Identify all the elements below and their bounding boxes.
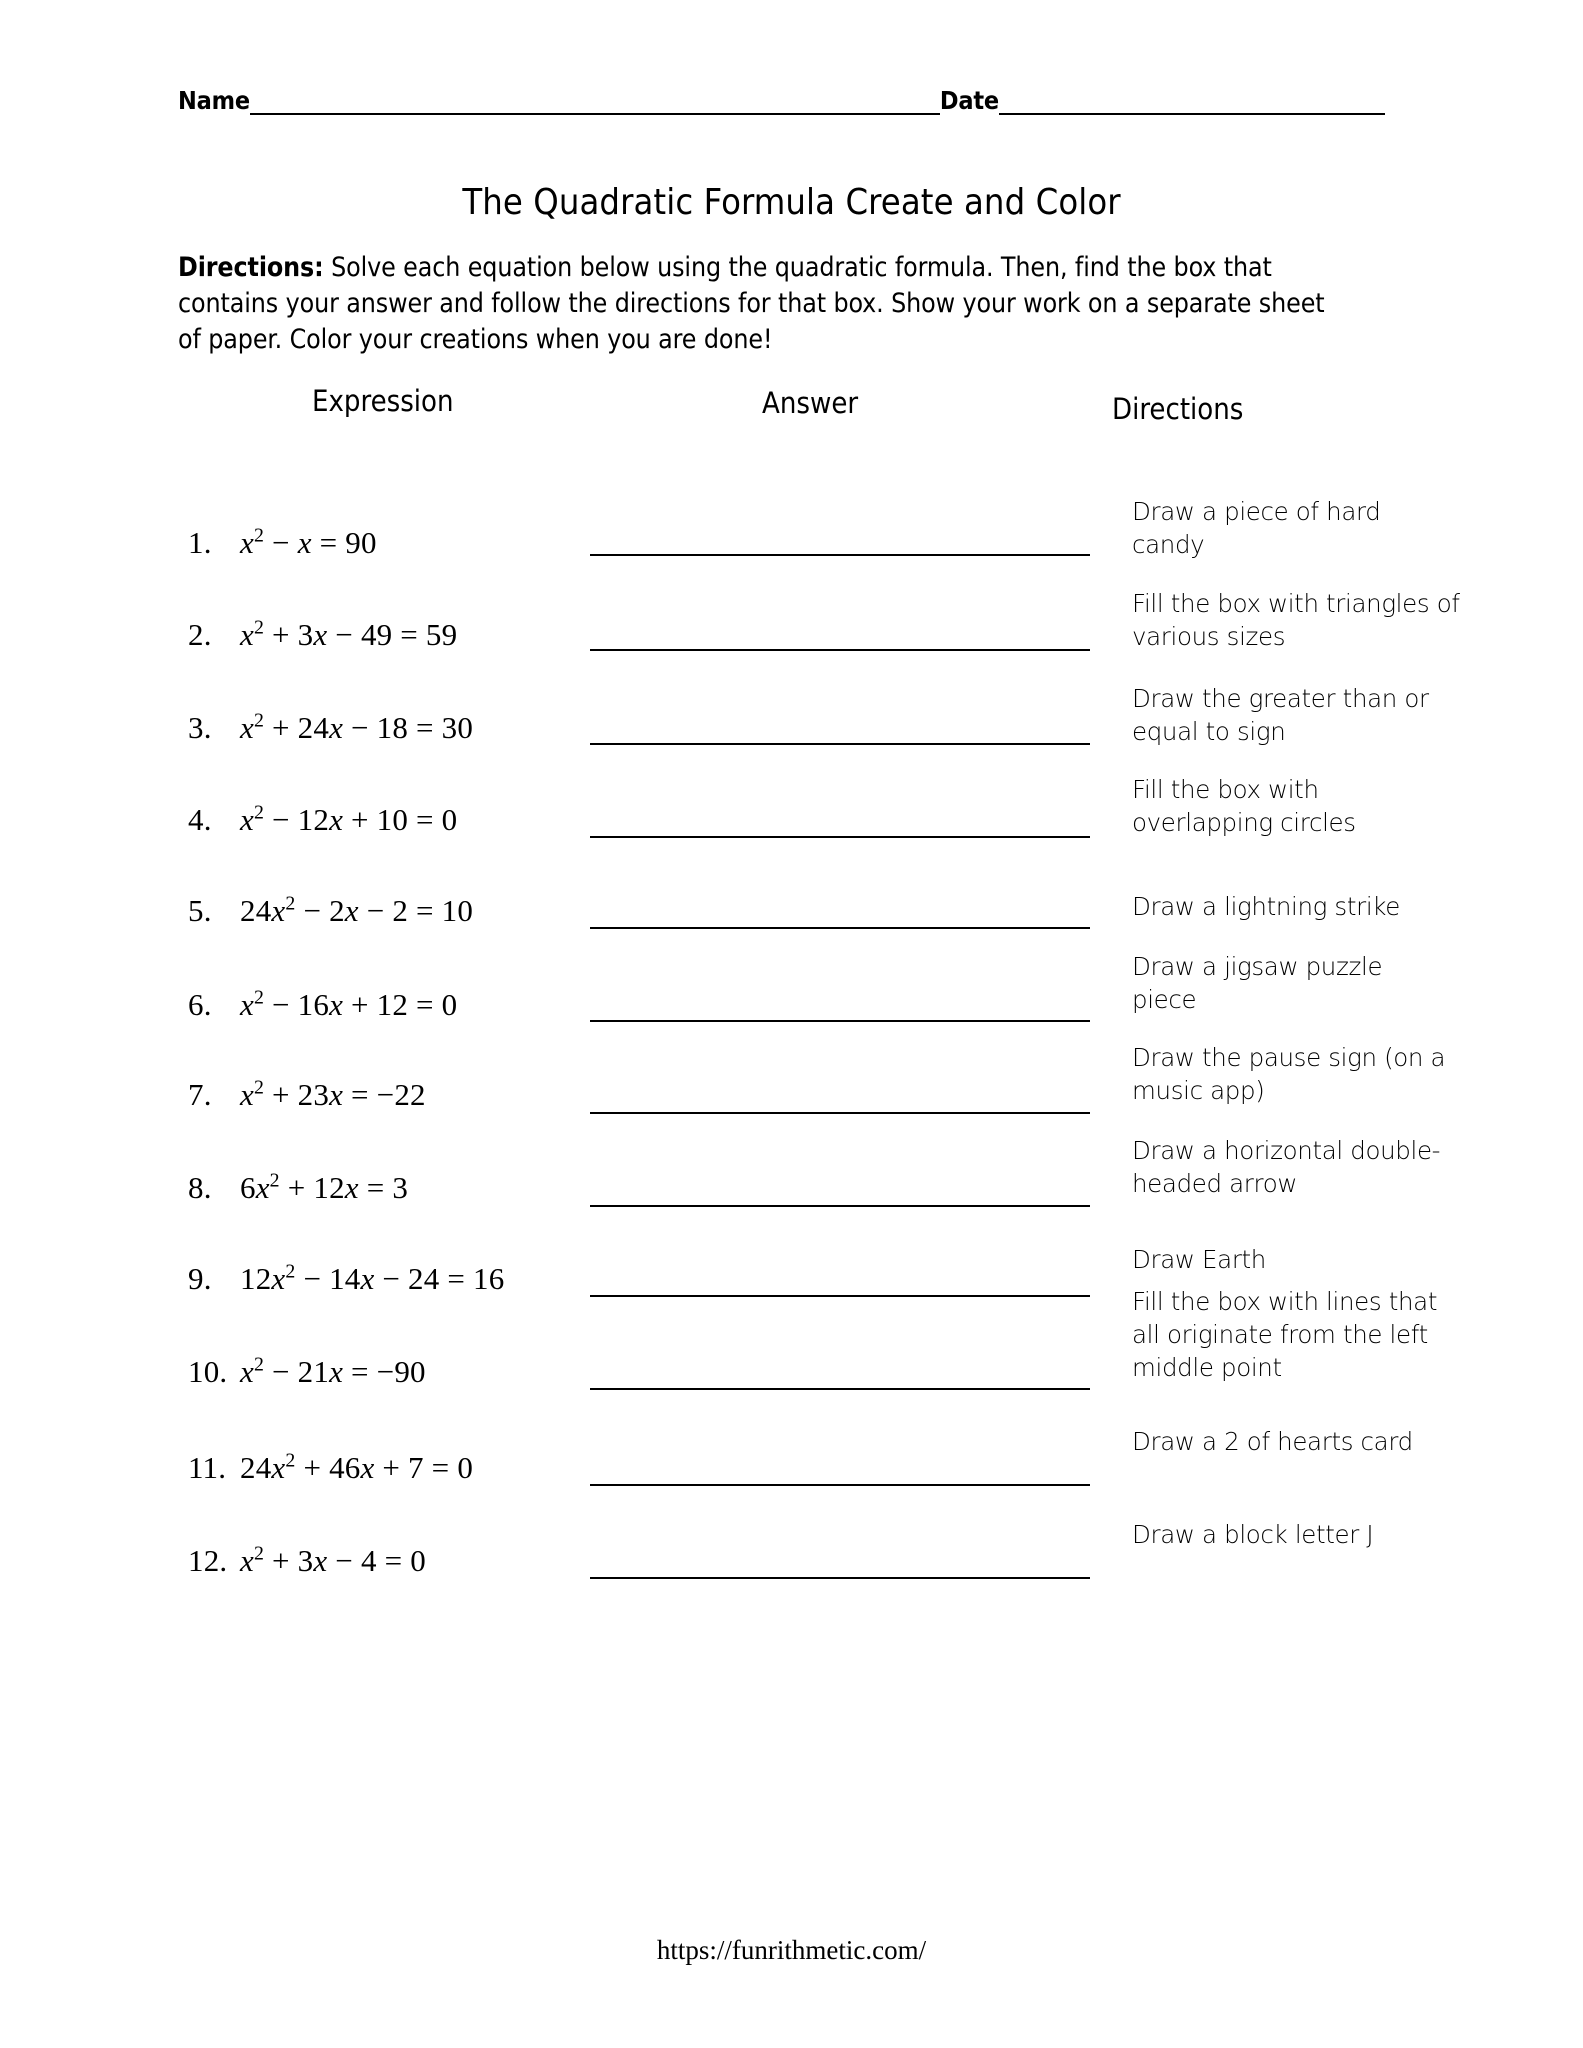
- equation: $6x^2 + 12x = 3$: [240, 1169, 409, 1205]
- expression-cell: [188, 1450, 628, 1486]
- answer-blank[interactable]: [590, 1576, 1090, 1579]
- answer-blank[interactable]: [590, 1019, 1090, 1022]
- footer-url: https://funrithmetic.com/: [656, 1935, 927, 1965]
- answer-blank[interactable]: [590, 926, 1090, 929]
- direction-cell: Draw a 2 of hearts card: [1132, 1427, 1413, 1456]
- direction-cell: Fill the box with overlapping circles: [1132, 775, 1356, 837]
- directions-paragraph: [178, 250, 1338, 358]
- expression-cell: [188, 525, 628, 561]
- answer-blank[interactable]: [590, 1111, 1090, 1114]
- column-header-directions: Directions: [1112, 392, 1244, 426]
- direction-cell: Draw the greater than or equal to sign: [1132, 684, 1429, 746]
- equation: $12x^2 - 14x - 24 = 16$: [240, 1260, 505, 1296]
- equation: $x^2 + 24x - 18 = 30$: [240, 709, 474, 745]
- expression-cell: [188, 1543, 628, 1579]
- answer-blank[interactable]: [590, 648, 1090, 651]
- problem-number: 7.: [188, 1077, 212, 1112]
- expression-cell: [188, 1077, 628, 1113]
- problem-number: 12.: [188, 1543, 228, 1578]
- expression-cell: [188, 1354, 628, 1390]
- problem-number: 3.: [188, 710, 212, 745]
- direction-cell: Draw a jigsaw puzzle piece: [1132, 952, 1383, 1014]
- name-date-header: [178, 88, 1408, 115]
- problem-number: 6.: [188, 987, 212, 1022]
- direction-cell: Draw the pause sign (on a music app): [1132, 1043, 1446, 1105]
- page-title: The Quadratic Formula Create and Color: [462, 182, 1121, 223]
- direction-cell: Draw a horizontal double-headed arrow: [1132, 1136, 1441, 1198]
- expression-cell: [188, 802, 628, 838]
- answer-blank[interactable]: [590, 553, 1090, 556]
- equation: $x^2 + 3x - 49 = 59$: [240, 616, 458, 652]
- direction-cell: Draw a piece of hard candy: [1132, 497, 1381, 559]
- direction-cell: Fill the box with triangles of various sizes: [1132, 589, 1460, 651]
- name-input-line[interactable]: [250, 112, 940, 115]
- answer-blank[interactable]: [590, 1204, 1090, 1207]
- problem-number: 1.: [188, 525, 212, 560]
- expression-cell: [188, 1261, 628, 1297]
- expression-cell: [188, 710, 628, 746]
- answer-blank[interactable]: [590, 1294, 1090, 1297]
- problem-number: 8.: [188, 1170, 212, 1205]
- direction-cell: Fill the box with lines that all originate from the left middle point: [1132, 1287, 1438, 1382]
- direction-cell: Draw Earth: [1132, 1245, 1266, 1274]
- equation: $x^2 - 21x = -90$: [240, 1353, 426, 1389]
- equation: $x^2 + 23x = -22$: [240, 1076, 426, 1112]
- equation: $x^2 - x = 90$: [240, 524, 377, 560]
- equation: $x^2 - 12x + 10 = 0$: [240, 801, 458, 837]
- answer-blank[interactable]: [590, 1483, 1090, 1486]
- date-input-line[interactable]: [999, 112, 1385, 115]
- directions-body: Solve each equation below using the quadratic formula. Then, find the box that contains your answer and follow the directions for that box. Show your work on a separate sheet of paper. Color your creations when you are done!: [178, 252, 1325, 355]
- expression-cell: [188, 617, 628, 653]
- column-header-answer: Answer: [762, 386, 859, 420]
- expression-cell: [188, 1170, 628, 1206]
- problem-number: 10.: [188, 1354, 228, 1389]
- problem-number: 11.: [188, 1450, 227, 1485]
- column-header-expression: Expression: [312, 384, 454, 418]
- date-label: Date: [939, 86, 999, 115]
- direction-cell: Draw a block letter J: [1132, 1520, 1374, 1549]
- equation: $24x^2 - 2x - 2 = 10$: [240, 892, 474, 928]
- expression-cell: [188, 987, 628, 1023]
- answer-blank[interactable]: [590, 835, 1090, 838]
- equation: $24x^2 + 46x + 7 = 0$: [240, 1449, 474, 1485]
- equation: $x^2 + 3x - 4 = 0$: [240, 1542, 426, 1578]
- equation: $x^2 - 16x + 12 = 0$: [240, 986, 458, 1022]
- expression-cell: [188, 893, 628, 929]
- directions-label: Directions:: [178, 252, 324, 283]
- problem-number: 5.: [188, 893, 212, 928]
- problem-number: 9.: [188, 1261, 212, 1296]
- answer-blank[interactable]: [590, 1387, 1090, 1390]
- problem-number: 4.: [188, 802, 212, 837]
- answer-blank[interactable]: [590, 742, 1090, 745]
- problem-number: 2.: [188, 617, 212, 652]
- direction-cell: Draw a lightning strike: [1132, 892, 1400, 921]
- name-label: Name: [178, 86, 250, 115]
